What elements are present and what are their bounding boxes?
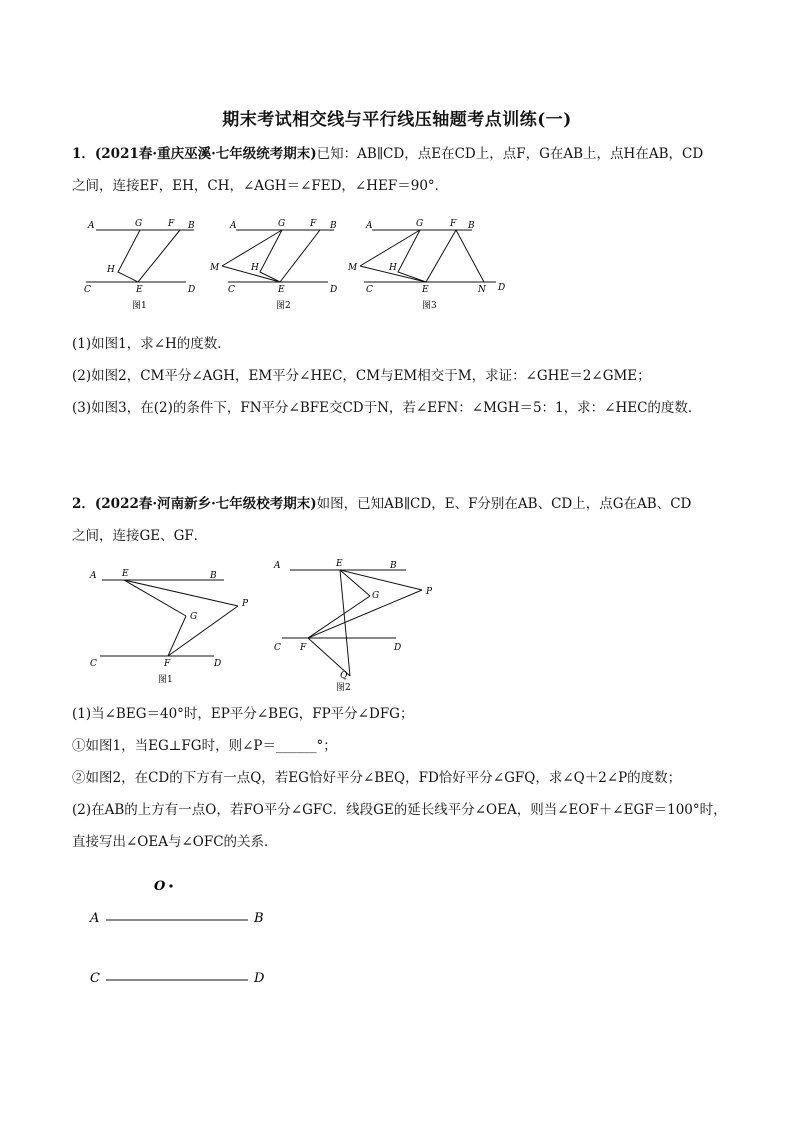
label-f: F	[310, 219, 317, 229]
label-g: G	[190, 612, 198, 622]
q1-part2: (2)如图2，CM平分∠AGH，EM平分∠HEC，CM与EM相交于M，求证：∠GHE＝2∠GME；	[72, 368, 651, 384]
label-n: N	[478, 285, 486, 295]
point-o	[169, 884, 172, 887]
label-q: Q	[340, 671, 348, 681]
label-g: G	[278, 219, 286, 229]
label-f: F	[450, 219, 457, 229]
label-e: E	[122, 569, 129, 579]
label-o: O	[154, 879, 166, 894]
q2-line2: 之间，连接GE、GF．	[72, 528, 208, 544]
label-d: D	[330, 285, 338, 295]
q2-answer-diagram	[86, 872, 286, 992]
label-c: C	[90, 971, 100, 986]
label-a: A	[90, 911, 100, 926]
q2-part1b: ②如图2，在CD的下方有一点Q，若EG恰好平分∠BEQ，FD恰好平分∠GFQ，求∠Q＋2∠P的度数；	[72, 770, 682, 786]
segment-eq	[340, 570, 350, 676]
label-c: C	[274, 643, 281, 653]
label-g: G	[135, 219, 143, 229]
label-h: H	[107, 265, 115, 275]
label-a: A	[274, 561, 281, 571]
segment-eg	[124, 580, 186, 616]
q2-figure-2	[270, 556, 450, 696]
label-a: A	[230, 221, 237, 231]
label-d: D	[498, 283, 506, 293]
label-e: E	[136, 285, 143, 295]
label-f: F	[300, 643, 307, 653]
label-f: F	[168, 219, 175, 229]
label-h: H	[251, 263, 259, 273]
label-e: E	[278, 285, 285, 295]
label-m: M	[348, 263, 358, 273]
q2-text-1: 如图，已知AB∥CD，E、F分别在AB、CD上，点G在AB、CD	[316, 496, 692, 512]
label-c: C	[366, 285, 373, 295]
label-c: C	[90, 659, 97, 669]
q1-number: 1．	[72, 146, 95, 162]
label-c: C	[228, 285, 235, 295]
segment-gf	[308, 596, 370, 638]
q1-line1	[72, 144, 732, 164]
q1-figure-3	[344, 212, 514, 312]
q2-line1	[72, 494, 732, 514]
label-d: D	[394, 643, 402, 653]
label-b: B	[254, 911, 264, 926]
q1-line2: 之间，连接EF，EH，CH，∠AGH＝∠FED，∠HEF＝90°．	[72, 178, 449, 194]
fig-caption-3: 图3	[422, 301, 437, 311]
q2-part1: (1)当∠BEG＝40°时，EP平分∠BEG，FP平分∠DFG；	[72, 706, 414, 722]
q2-part2-line2: 直接写出∠OEA与∠OFC的关系．	[72, 834, 278, 850]
label-c: C	[84, 285, 91, 295]
label-b: B	[210, 571, 217, 581]
label-g: G	[372, 591, 380, 601]
fig-caption-1: 图1	[158, 675, 173, 685]
page-title: 期末考试相交线与平行线压轴题考点训练(一)	[222, 110, 572, 130]
label-a: A	[88, 221, 95, 231]
label-d: D	[254, 971, 265, 986]
label-b: B	[468, 221, 475, 231]
segment-pf	[308, 590, 422, 638]
segment-pf	[168, 606, 238, 656]
label-b: B	[390, 561, 397, 571]
q1-figure-1	[80, 212, 210, 312]
label-a: A	[90, 571, 97, 581]
q1-text-1: 已知：AB∥CD，点E在CD上，点F，G在AB上，点H在AB，CD	[316, 146, 704, 162]
label-f: F	[164, 659, 171, 669]
label-m: M	[210, 263, 220, 273]
q2-figure-1	[86, 562, 266, 690]
q2-source: (2022春·河南新乡·七年级校考期末)	[94, 496, 317, 512]
segment-ep	[124, 580, 238, 606]
q2-part1a: ①如图1，当EG⊥FG时，则∠P＝______°；	[72, 738, 337, 754]
segment-fn	[456, 230, 484, 282]
fig-caption-2: 图2	[336, 683, 351, 693]
q2-number: 2．	[72, 496, 95, 512]
q1-source: (2021春·重庆巫溪·七年级统考期末)	[94, 146, 317, 162]
label-a: A	[366, 221, 373, 231]
label-e: E	[336, 559, 343, 569]
label-h: H	[389, 263, 397, 273]
label-b: B	[188, 221, 195, 231]
label-p: P	[426, 587, 433, 597]
q1-part1: (1)如图1，求∠H的度数．	[72, 336, 231, 352]
label-e: E	[422, 285, 429, 295]
q2-part2-line1: (2)在AB的上方有一点O，若FO平分∠GFC．线段GE的延长线平分∠OEA，则当∠EOF＋∠EGF＝100°时，	[72, 802, 727, 818]
label-b: B	[330, 221, 337, 231]
q1-figure-2	[206, 212, 346, 312]
fig1-path	[118, 230, 180, 282]
fig-caption-1: 图1	[132, 301, 147, 311]
label-g: G	[416, 219, 424, 229]
label-d: D	[214, 659, 222, 669]
label-d: D	[188, 285, 196, 295]
q1-part3: (3)如图3，在(2)的条件下，FN平分∠BFE交CD于N，若∠EFN：∠MGH＝5：1，求：∠HEC的度数．	[72, 400, 702, 416]
fig-caption-2: 图2	[276, 301, 291, 311]
label-p: P	[242, 599, 249, 609]
